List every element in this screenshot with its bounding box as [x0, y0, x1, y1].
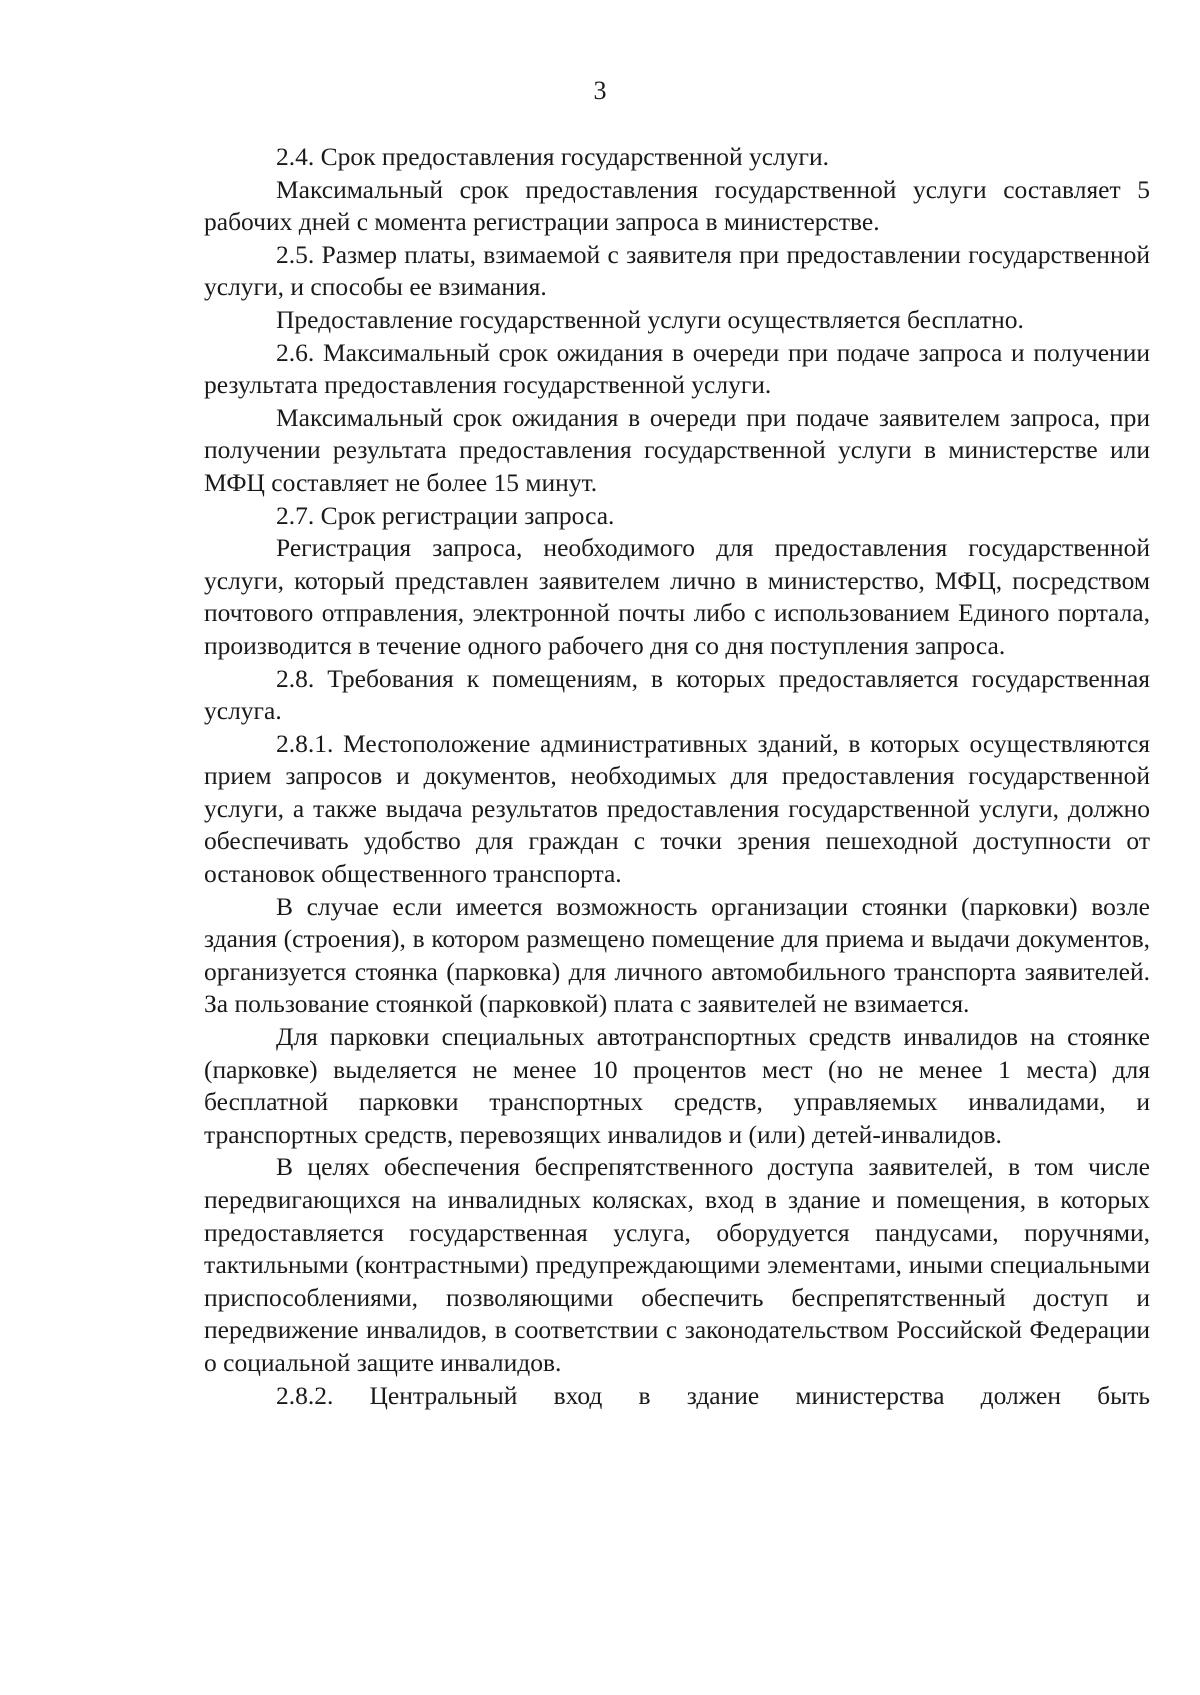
section-heading-2-7: 2.7. Срок регистрации запроса. [276, 500, 615, 530]
section-heading-2-8: 2.8. Требования к помещениям, в которых предоставляется государственная услуга. [204, 663, 1150, 726]
paragraph: Максимальный срок ожидания в очереди при подаче заявителем запроса, при получении результата предоставления государственной услуги в министерстве или МФЦ составляет не более 15 минут. [204, 402, 1150, 497]
section-2-8-2: 2.8.2. Центральный вход в здание министерства должен быть [276, 1380, 1150, 1410]
paragraph: Для парковки специальных автотранспортных средств инвалидов на стоянке (парковке) выделяется не менее 10 процентов мест (но не менее 1 места) для бесплатной парковки транспортных средств, управляемых инвалидами, и транспортных средств, перевозящих инвалидов и (или) детей-инвалидов. [204, 1022, 1150, 1149]
page-number: 3 [593, 76, 607, 105]
section-heading-2-5: 2.5. Размер платы, взимаемой с заявителя при предоставлении государственной услуги, и способы ее взимания. [204, 239, 1150, 302]
paragraph: В целях обеспечения беспрепятственного доступа заявителей, в том числе передвигающихся на инвалидных колясках, вход в здание и помещения, в которых предоставляется государственная услуга, оборудуется пандусами, поручнями, тактильными (контрастными) предупреждающими элементами, иными специальными приспособлениями, позволяющими обеспечить беспрепятственный доступ и передвижение инвалидов, в соответствии с законодательством Российской Федерации о социальной защите инвалидов. [204, 1152, 1150, 1377]
paragraph: В случае если имеется возможность организации стоянки (парковки) возле здания (строения), в котором размещено помещение для приема и выдачи документов, организуется стоянка (парковка) для личного автомобильного транспорта заявителей. За пользование стоянкой (парковкой) плата с заявителей не взимается. [204, 891, 1150, 1019]
section-heading-2-4: 2.4. Срок предоставления государственной услуги. [276, 142, 830, 171]
paragraph: Регистрация запроса, необходимого для предоставления государственной услуги, который представлен заявителем лично в министерство, МФЦ, посредством почтового отправления, электронной почты либо с использованием Единого портала, производится в течение одного рабочего дня со дня поступления запроса. [204, 533, 1150, 660]
section-heading-2-6: 2.6. Максимальный срок ожидания в очереди при подаче запроса и получении результата предоставления государственной услуги. [204, 337, 1150, 400]
section-2-8-1: 2.8.1. Местоположение административных зданий, в которых осуществляются прием запросов и документов, необходимых для предоставления государственной услуги, а также выдача результатов предоставления государственной услуги, должно обеспечивать удобство для граждан с точки зрения пешеходной доступности от остановок общественного транспорта. [204, 728, 1150, 889]
paragraph: Максимальный срок предоставления государственной услуги составляет 5 рабочих дней с момента регистрации запроса в министерстве. [204, 174, 1150, 237]
paragraph: Предоставление государственной услуги осуществляется бесплатно. [276, 304, 1024, 334]
document-body [204, 141, 1150, 1412]
